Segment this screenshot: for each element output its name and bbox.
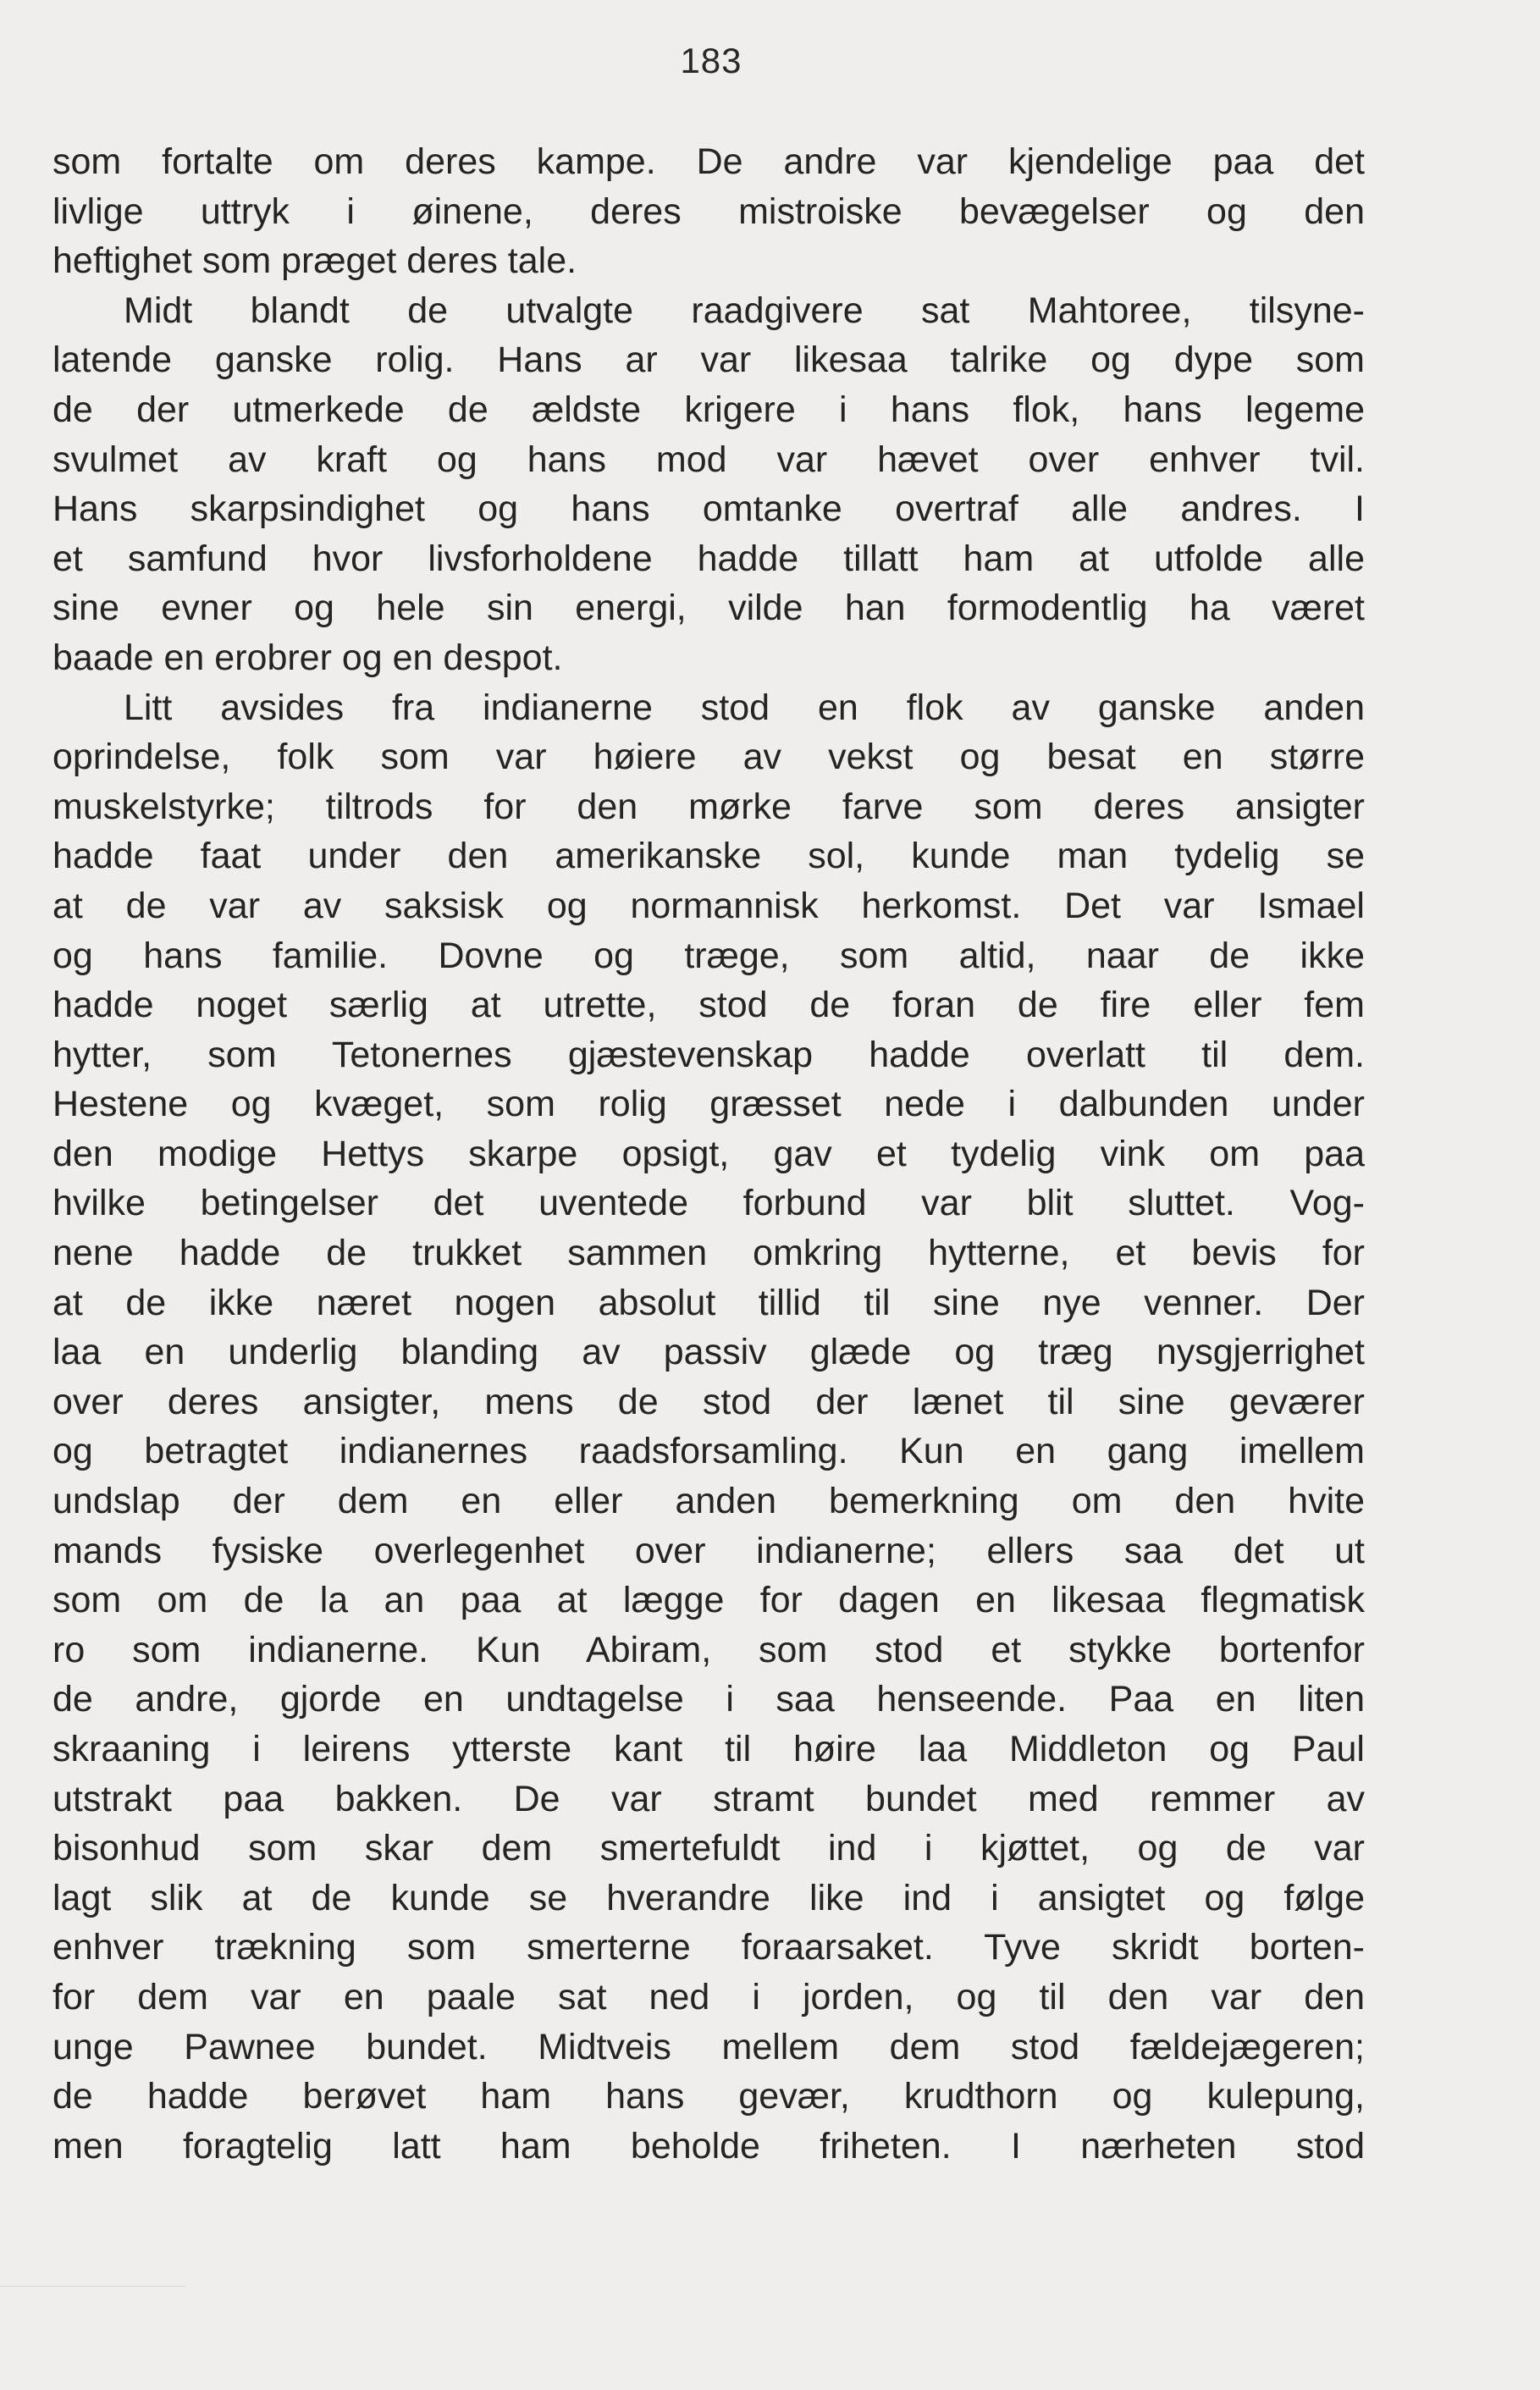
text-line: latende ganske rolig. Hans ar var likesaa talrike og dype som <box>52 339 1365 381</box>
text-line: lagt slik at de kunde se hverandre like ind i ansigtet og følge <box>52 1877 1365 1918</box>
text-line: Hans skarpsindighet og hans omtanke overtraf alle andres. I <box>52 488 1365 530</box>
text-line: ro som indianerne. Kun Abiram, som stod et stykke bortenfor <box>52 1629 1365 1670</box>
text-line: muskelstyrke; tiltrods for den mørke farve som deres ansigter <box>52 786 1365 827</box>
text-line: skraaning i leirens ytterste kant til høire laa Middleton og Paul <box>52 1729 1365 1769</box>
text-line: et samfund hvor livsforholdene hadde tillatt ham at utfolde alle <box>52 538 1365 579</box>
text-line: de andre, gjorde en undtagelse i saa henseende. Paa en liten <box>52 1679 1365 1720</box>
text-line: unge Pawnee bundet. Midtveis mellem dem stod fældejægeren; <box>52 2026 1365 2067</box>
text-line: og betragtet indianernes raadsforsamling. Kun en gang imellem <box>52 1431 1365 1472</box>
text-line: for dem var en paale sat ned i jorden, og til den var den <box>52 1976 1365 2017</box>
text-line: mands fysiske overlegenhet over indianerne; ellers saa det ut <box>52 1530 1365 1571</box>
text-line: Hestene og kvæget, som rolig græsset nede i dalbunden under <box>52 1084 1365 1125</box>
text-line: den modige Hettys skarpe opsigt, gav et tydelig vink om paa <box>52 1133 1365 1174</box>
body-text <box>52 137 1365 2171</box>
text-line: baade en erobrer og en despot. <box>52 637 563 678</box>
text-line: livlige uttryk i øinene, deres mistroiske bevægelser og den <box>52 190 1365 232</box>
text-line: nene hadde de trukket sammen omkring hytterne, et bevis for <box>52 1233 1365 1274</box>
text-line: og hans familie. Dovne og træge, som altid, naar de ikke <box>52 935 1365 976</box>
text-line: hadde noget særlig at utrette, stod de foran de fire eller fem <box>52 985 1365 1026</box>
text-line: oprindelse, folk som var høiere av vekst og besat en større <box>52 737 1365 778</box>
text-line: svulmet av kraft og hans mod var hævet over enhver tvil. <box>52 439 1365 480</box>
text-line: hadde faat under den amerikanske sol, kunde man tydelig se <box>52 836 1365 877</box>
text-line: sine evner og hele sin energi, vilde han formodentlig ha været <box>52 588 1365 629</box>
text-line: undslap der dem en eller anden bemerkning om den hvite <box>52 1481 1365 1522</box>
page-number: 183 <box>680 41 742 80</box>
text-line: bisonhud som skar dem smertefuldt ind i kjøttet, og de var <box>52 1828 1365 1869</box>
text-line: at de var av saksisk og normannisk herkomst. Det var Ismael <box>52 885 1365 926</box>
text-line: Midt blandt de utvalgte raadgivere sat Mahtoree, tilsyne- <box>124 290 1365 331</box>
text-line: som fortalte om deres kampe. De andre var kjendelige paa det <box>52 141 1365 182</box>
text-line: at de ikke næret nogen absolut tillid til sine nye venner. Der <box>52 1282 1365 1323</box>
text-line: men foragtelig latt ham beholde friheten. I nærheten stod <box>52 2125 1365 2166</box>
text-line: Litt avsides fra indianerne stod en flok av ganske anden <box>124 687 1365 728</box>
text-line: over deres ansigter, mens de stod der lænet til sine geværer <box>52 1381 1365 1422</box>
text-line: utstrakt paa bakken. De var stramt bundet med remmer av <box>52 1778 1365 1819</box>
text-line: de hadde berøvet ham hans gevær, krudthorn og kulepung, <box>52 2076 1365 2117</box>
text-line: hvilke betingelser det uventede forbund var blit sluttet. Vog- <box>52 1183 1365 1224</box>
text-line: hytter, som Tetonernes gjæstevenskap hadde overlatt til dem. <box>52 1034 1365 1075</box>
text-line: de der utmerkede de ældste krigere i hans flok, hans legeme <box>52 389 1365 430</box>
text-line: enhver trækning som smerterne foraarsaket. Tyve skridt borten- <box>52 1927 1365 1968</box>
text-line: laa en underlig blanding av passiv glæde og træg nysgjerrighet <box>52 1332 1365 1373</box>
page-edge-mark <box>0 2286 186 2287</box>
text-line: som om de la an paa at lægge for dagen en likesaa flegmatisk <box>52 1580 1365 1621</box>
text-line: heftighet som præget deres tale. <box>52 240 577 282</box>
